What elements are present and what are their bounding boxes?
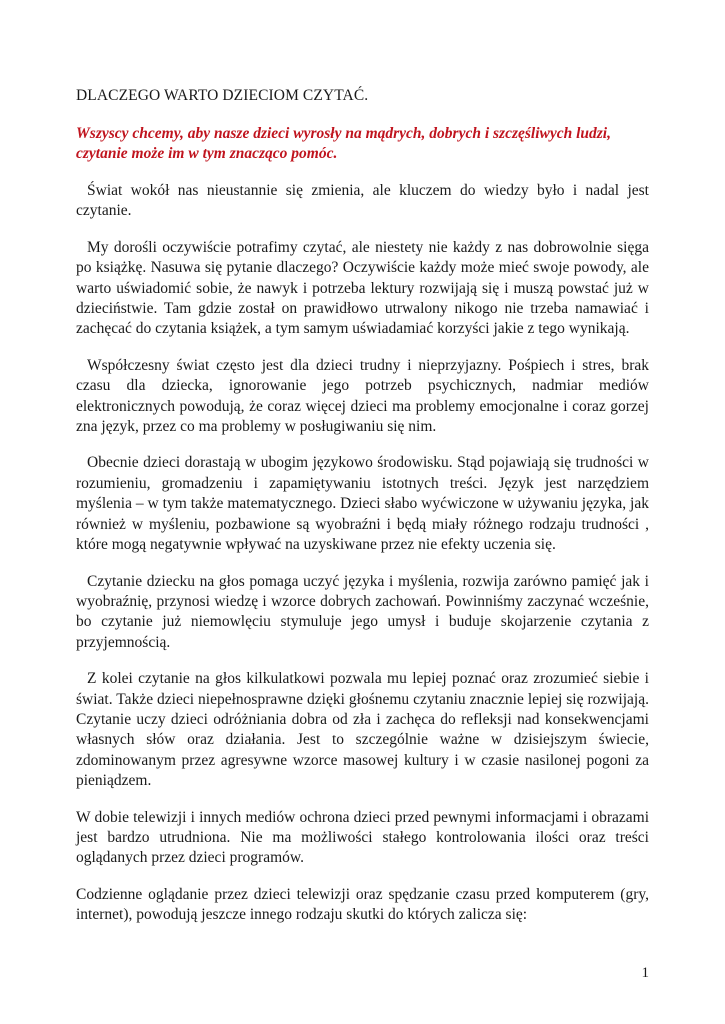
document-body [76,86,649,942]
paragraph-1: Świat wokół nas nieustannie się zmienia, ale kluczem do wiedzy było i nadal jest czytanie. [76,182,649,220]
paragraph-3: Współczesny świat często jest dla dzieci trudny i nieprzyjazny. Pośpiech i stres, brak czasu dla dziecka, ignorowanie jego potrzeb psychicznych, nadmiar mediów elektronicznych powodują, że coraz więcej dzieci ma problemy emocjonalne i coraz gorzej zna język, przez co ma problemy w posługiwaniu się nim. [76,356,649,436]
page-number: 1 [641,965,649,981]
paragraph-7: W dobie telewizji i innych mediów ochrona dzieci przed pewnymi informacjami i obrazami jest bardzo utrudniona. Nie ma możliwości stałego kontrolowania ilości oraz treści oglądanych przez dzieci programów. [76,808,649,867]
document-title: DLACZEGO WARTO DZIECIOM CZYTAĆ. [76,87,369,104]
paragraph-2: My dorośli oczywiście potrafimy czytać, ale niestety nie każdy z nas dobrowolnie sięga po książkę. Nasuwa się pytanie dlaczego? Oczywiście każdy może mieć swoje powody, ale warto uświadomić sobie, że nawyk i potrzeba lektury rozwijają się i muszą powstać już w dzieciństwie. Tam gdzie został on prawidłowo utrwalony nikogo nie trzeba namawiać i zachęcać do czytania książek, a tym samym uświadamiać korzyści jakie z tego wynikają. [76,238,649,338]
lead-sentence: Wszyscy chcemy, aby nasze dzieci wyrosły na mądrych, dobrych i szczęśliwych ludzi, czytanie może im w tym znacząco pomóc. [76,125,611,162]
paragraph-4: Obecnie dzieci dorastają w ubogim językowo środowisku. Stąd pojawiają się trudności w rozumieniu, gromadzeniu i zapamiętywaniu istotnych treści. Język jest narzędziem myślenia – w tym także matematycznego. Dzieci słabo wyćwiczone w używaniu języka, jak również w myśleniu, pozbawione są wyobraźni i będą miały różnego rodzaju trudności , które mogą negatywnie wpływać na uzyskiwane przez nie efekty uczenia się. [76,454,649,554]
paragraph-6: Z kolei czytanie na głos kilkulatkowi pozwala mu lepiej poznać oraz zrozumieć siebie i świat. Także dzieci niepełnosprawne dzięki głośnemu czytaniu znacznie lepiej się rozwijają. Czytanie uczy dzieci odróżniania dobra od zła i zachęca do refleksji nad konsekwencjami własnych słów oraz działania. Jest to szczególnie ważne w dzisiejszym świecie, zdominowanym przez agresywne wzorce masowej kultury i w czasie nasilonej pogoni za pieniądzem. [76,670,649,790]
paragraph-5: Czytanie dziecku na głos pomaga uczyć języka i myślenia, rozwija zarówno pamięć jak i wyobraźnię, przynosi wiedzę i wzorce dobrych zachowań. Powinniśmy zaczynać wcześnie, bo czytanie już niemowlęciu stymuluje jego umysł i buduje skojarzenie czytania z przyjemnością. [76,572,649,651]
paragraph-8: Codzienne oglądanie przez dzieci telewizji oraz spędzanie czasu przed komputerem (gry, internet), powodują jeszcze innego rodzaju skutki do których zalicza się: [76,885,649,924]
